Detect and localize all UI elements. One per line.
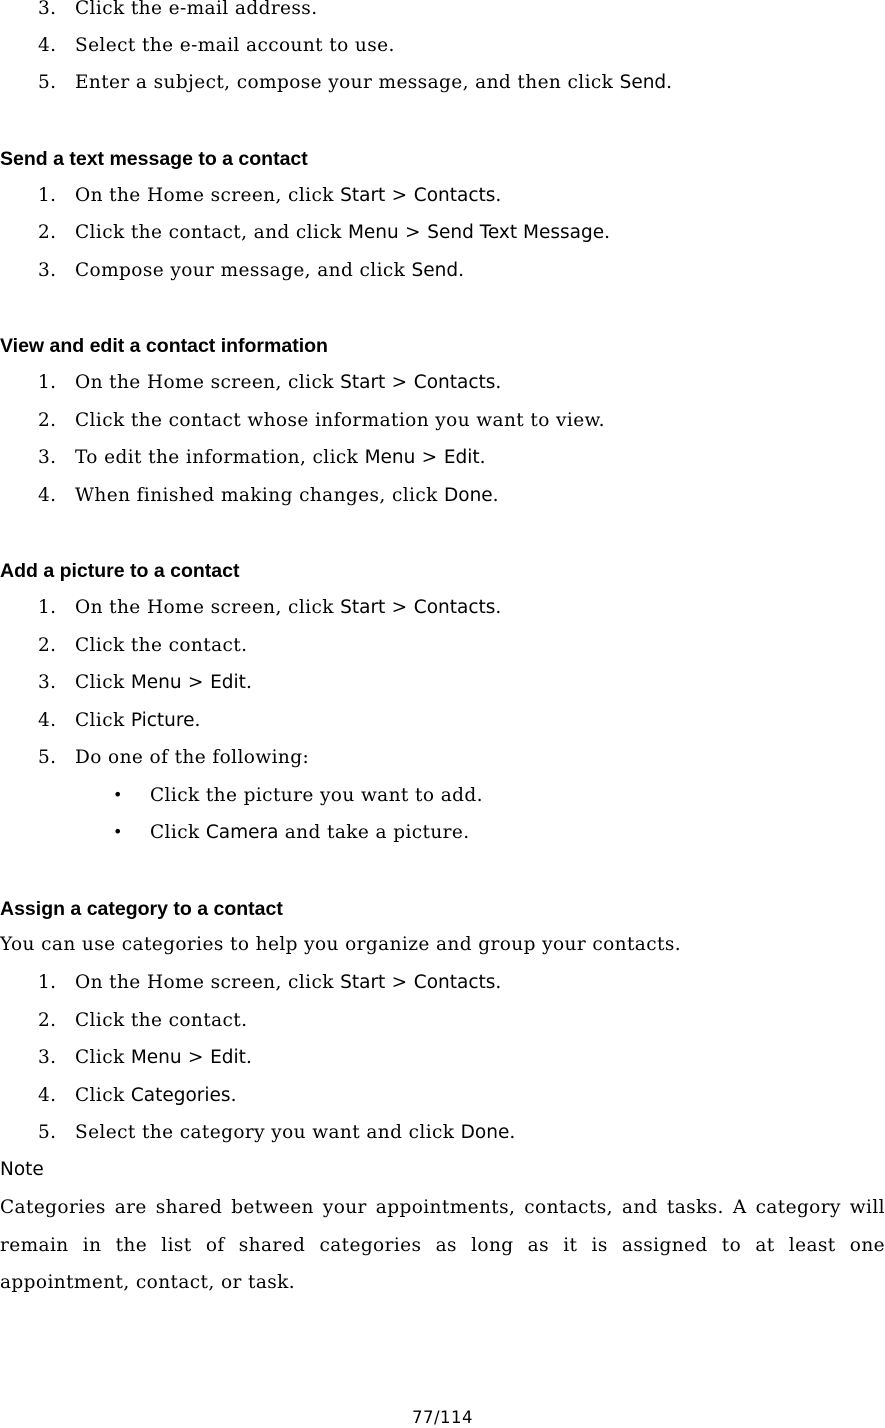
- note-text: Categories are shared between your appointments, contacts, and tasks. A category will: [0, 1197, 885, 1218]
- ui-term: Menu: [130, 672, 182, 693]
- section-heading: Assign a category to a contact: [0, 898, 283, 920]
- ui-term: Send: [619, 72, 667, 93]
- ui-term: Picture: [130, 710, 195, 731]
- paragraph: You can use categories to help you organize and group your contacts.: [0, 934, 682, 955]
- note-text: remain in the list of shared categories as long as it is assigned to at least one: [0, 1235, 885, 1256]
- ui-term: Contacts: [413, 972, 496, 993]
- ui-term: Send Text Message: [427, 222, 605, 243]
- ui-term: Contacts: [413, 372, 496, 393]
- ui-term: Contacts: [413, 597, 496, 618]
- section-heading: Add a picture to a contact: [0, 560, 240, 582]
- document-page: 3. Click the e-mail address. 4. Select the e-mail account to use. 5. Enter a subject, compose your message, and then click Send. Send a text message to a contact 1. On the Home screen, click Start > Contacts. 2. Click the contact, and click Menu > Send Text Message. 3. Compose your message, and click Send. View and edit a contact information 1. On the Home screen, click Start > Contacts. 2. Click the contact whose information you want to view. 3. To edit the information, click Menu > Edit. 4. When finished making changes, click Done. Add a picture to a contact 1. On the Home screen, click Start > Contacts. 2. Click the contact. 3. Click Menu > Edit. 4. Click Picture. 5. Do one of the following: • Click the picture you want to add. • Click Camera and take a picture. Assign a category to a contact You can use categories to help you organize and group your contacts. 1. On the Home screen, click Start > Contacts. 2. Click the contact. 3. Click Menu > Edit. 4. Click Categories. 5. Select the category you want and click Done. Note Categories are shared between your appointments, contacts, and tasks. A category will remain in the list of shared categories as long as it is assigned to at least one appointment, contact, or task. 77/114: [0, 0, 885, 1427]
- ui-term: Contacts: [413, 185, 496, 206]
- note-text: appointment, contact, or task.: [0, 1272, 296, 1293]
- ui-term: Edit: [443, 447, 480, 468]
- page-number: 77/114: [411, 1408, 474, 1427]
- note-label: Note: [0, 1159, 44, 1180]
- ui-term: Menu: [130, 1047, 182, 1068]
- section-heading: Send a text message to a contact: [0, 148, 308, 170]
- ui-term: Menu: [347, 222, 399, 243]
- ui-term: Done: [460, 1122, 510, 1143]
- ui-term: Start: [340, 372, 386, 393]
- section-heading: View and edit a contact information: [0, 335, 328, 357]
- ui-term: Camera: [205, 822, 279, 843]
- ui-term: Done: [444, 485, 493, 506]
- ui-term: Start: [340, 972, 386, 993]
- ui-term: Categories: [130, 1085, 231, 1106]
- ui-term: Start: [340, 597, 386, 618]
- bullet-icon: •: [113, 822, 123, 841]
- ui-term: Edit: [210, 1047, 246, 1068]
- ui-term: Menu: [364, 447, 416, 468]
- ui-term: Start: [340, 185, 386, 206]
- ui-term: Edit: [210, 672, 246, 693]
- ui-term: Send: [411, 260, 459, 281]
- bullet-icon: •: [113, 785, 123, 804]
